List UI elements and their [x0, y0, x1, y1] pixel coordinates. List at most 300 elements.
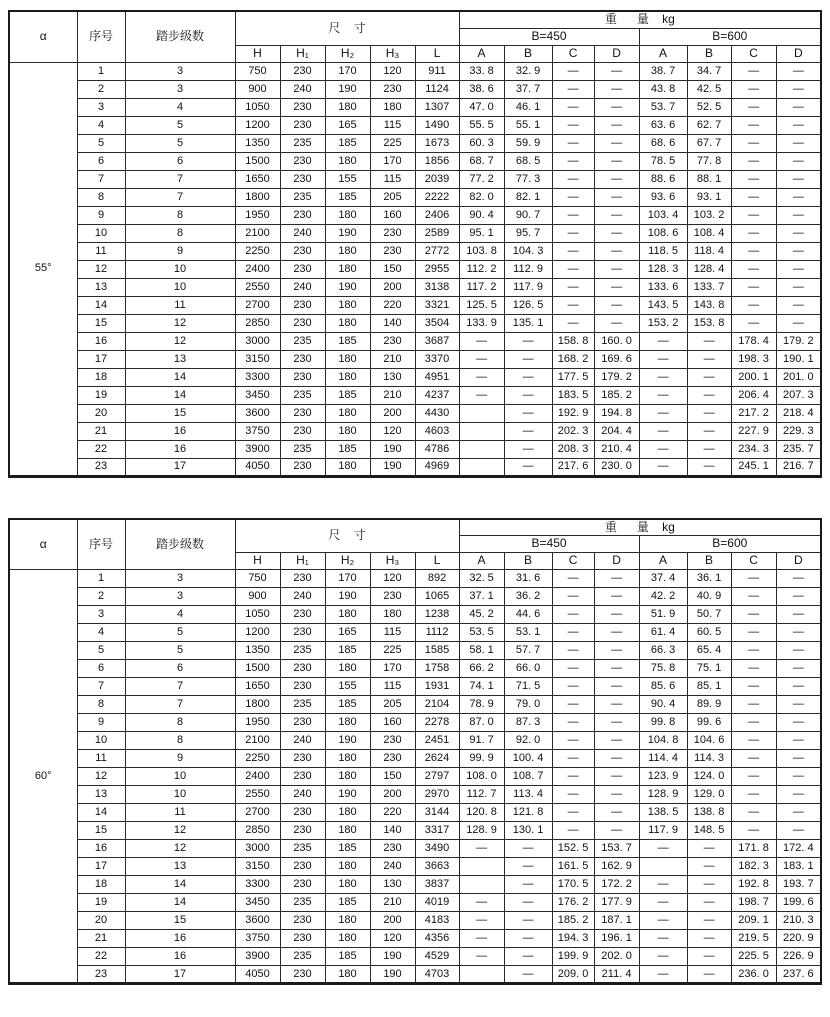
dimension-cell: 3687 [415, 332, 459, 350]
dimension-cell: 1931 [415, 678, 459, 696]
dimension-cell: 4951 [415, 368, 459, 386]
weight-cell: 182. 3 [731, 858, 776, 876]
steps-cell: 12 [125, 332, 235, 350]
weight-cell: 199. 9 [552, 948, 594, 966]
weight-cell: 47. 0 [459, 98, 504, 116]
weight-cell: — [731, 696, 776, 714]
serial-cell: 10 [77, 732, 125, 750]
weight-cell: — [552, 750, 594, 768]
weight-cell: 57. 7 [504, 642, 552, 660]
weight-cell: — [776, 170, 821, 188]
weight-cell: 66. 0 [504, 660, 552, 678]
dimension-cell: 2250 [235, 242, 280, 260]
dimension-cell: 2400 [235, 768, 280, 786]
weight-cell: 89. 9 [687, 696, 731, 714]
weight-cell: 193. 7 [776, 876, 821, 894]
weight-cell: — [776, 678, 821, 696]
weight-cell: 226. 9 [776, 948, 821, 966]
weight-cell: — [504, 930, 552, 948]
dimension-cell: 3450 [235, 894, 280, 912]
dimension-cell: 3600 [235, 404, 280, 422]
col-header-b450: B=450 [459, 536, 639, 553]
weight-cell: — [687, 840, 731, 858]
steps-cell: 12 [125, 840, 235, 858]
dimension-cell: 1200 [235, 624, 280, 642]
weight-cell: — [731, 660, 776, 678]
weight-cell: 128. 3 [639, 260, 687, 278]
serial-cell: 9 [77, 206, 125, 224]
dimension-cell: 180 [325, 822, 370, 840]
dimension-cell: 2451 [415, 732, 459, 750]
table-row [9, 206, 821, 224]
dimension-cell: 230 [280, 804, 325, 822]
weight-cell: 179. 2 [776, 332, 821, 350]
weight-cell: — [776, 260, 821, 278]
weight-cell: 204. 4 [594, 422, 639, 440]
col-header-l: L [415, 45, 459, 62]
dimension-cell: 1500 [235, 152, 280, 170]
dimension-cell: 240 [280, 278, 325, 296]
weight-cell: 90. 4 [459, 206, 504, 224]
dimension-cell: 180 [325, 152, 370, 170]
dimension-cell: 230 [280, 116, 325, 134]
weight-cell: 128. 9 [639, 786, 687, 804]
table-row [9, 678, 821, 696]
dimension-cell: 130 [370, 876, 415, 894]
serial-cell: 9 [77, 714, 125, 732]
weight-cell: — [639, 912, 687, 930]
weight-cell: 178. 4 [731, 332, 776, 350]
dimension-cell: 235 [280, 440, 325, 458]
weight-cell: — [552, 822, 594, 840]
dimension-cell: 190 [370, 948, 415, 966]
weight-cell: — [639, 404, 687, 422]
table-row [9, 642, 821, 660]
col-header-b600: B=600 [639, 28, 821, 45]
weight-cell: 108. 0 [459, 768, 504, 786]
weight-cell: 87. 0 [459, 714, 504, 732]
alpha-value: 55° [9, 62, 77, 476]
weight-cell: — [552, 260, 594, 278]
table-body [9, 62, 821, 476]
weight-cell: 103. 8 [459, 242, 504, 260]
weight-cell: 63. 6 [639, 116, 687, 134]
weight-cell: — [552, 696, 594, 714]
weight-cell: — [594, 624, 639, 642]
weight-cell: — [639, 440, 687, 458]
dimension-cell: 180 [325, 296, 370, 314]
weight-cell: — [776, 642, 821, 660]
weight-cell [459, 422, 504, 440]
dimension-cell: 1112 [415, 624, 459, 642]
dimension-cell: 4430 [415, 404, 459, 422]
dimension-cell: 180 [325, 422, 370, 440]
dimension-cell: 180 [325, 314, 370, 332]
weight-cell: 38. 6 [459, 80, 504, 98]
serial-cell: 1 [77, 62, 125, 80]
weight-cell: 68. 6 [639, 134, 687, 152]
dimension-cell: 1950 [235, 714, 280, 732]
weight-cell: — [776, 570, 821, 588]
col-header-b600-a: A [639, 45, 687, 62]
col-header-weight: 重 量 kg [459, 519, 821, 536]
weight-cell [459, 440, 504, 458]
dimension-cell: 230 [280, 822, 325, 840]
weight-cell: 148. 5 [687, 822, 731, 840]
dimension-cell: 200 [370, 786, 415, 804]
weight-cell: — [504, 458, 552, 476]
dimension-cell: 230 [280, 624, 325, 642]
weight-cell: — [552, 152, 594, 170]
weight-cell: 207. 3 [776, 386, 821, 404]
spec-table-60deg [8, 518, 822, 986]
weight-cell: — [504, 948, 552, 966]
dimension-cell: 180 [370, 606, 415, 624]
dimension-cell: 4356 [415, 930, 459, 948]
dimension-cell: 190 [325, 80, 370, 98]
dimension-cell: 115 [370, 678, 415, 696]
dimension-cell: 225 [370, 134, 415, 152]
weight-cell [459, 458, 504, 476]
weight-cell: — [731, 80, 776, 98]
dimension-cell: 160 [370, 206, 415, 224]
weight-cell: — [594, 570, 639, 588]
dimension-cell: 2400 [235, 260, 280, 278]
weight-cell: 108. 7 [504, 768, 552, 786]
table-header [9, 11, 821, 62]
steps-cell: 12 [125, 822, 235, 840]
weight-cell: 78. 9 [459, 696, 504, 714]
weight-cell: — [731, 170, 776, 188]
dimension-cell: 240 [280, 786, 325, 804]
weight-cell: — [552, 296, 594, 314]
weight-cell: 100. 4 [504, 750, 552, 768]
steps-cell: 14 [125, 876, 235, 894]
dimension-cell: 2222 [415, 188, 459, 206]
weight-cell: — [594, 678, 639, 696]
weight-cell: — [594, 296, 639, 314]
serial-cell: 5 [77, 134, 125, 152]
dimension-cell: 230 [280, 678, 325, 696]
dimension-cell: 220 [370, 296, 415, 314]
weight-cell: 93. 6 [639, 188, 687, 206]
dimension-cell: 180 [325, 768, 370, 786]
weight-cell: 53. 7 [639, 98, 687, 116]
dimension-cell: 230 [280, 750, 325, 768]
steps-cell: 13 [125, 350, 235, 368]
weight-cell: 172. 2 [594, 876, 639, 894]
weight-cell: — [594, 732, 639, 750]
weight-cell: 93. 1 [687, 188, 731, 206]
col-header-alpha: α [9, 519, 77, 570]
weight-cell: — [552, 62, 594, 80]
weight-cell: — [776, 296, 821, 314]
weight-cell: — [504, 858, 552, 876]
weight-cell: 104. 8 [639, 732, 687, 750]
weight-cell: 117. 9 [639, 822, 687, 840]
weight-cell: — [552, 314, 594, 332]
weight-cell: 160. 0 [594, 332, 639, 350]
col-header-alpha: α [9, 11, 77, 62]
weight-cell: — [776, 786, 821, 804]
weight-cell: 138. 5 [639, 804, 687, 822]
weight-cell: — [776, 750, 821, 768]
table-row [9, 840, 821, 858]
weight-cell: 77. 2 [459, 170, 504, 188]
serial-cell: 23 [77, 458, 125, 476]
dimension-cell: 1065 [415, 588, 459, 606]
weight-cell: — [687, 876, 731, 894]
dimension-cell: 1800 [235, 696, 280, 714]
weight-cell: — [776, 588, 821, 606]
dimension-cell: 190 [370, 458, 415, 476]
weight-cell: — [594, 116, 639, 134]
dimension-cell: 240 [280, 224, 325, 242]
table-row [9, 894, 821, 912]
serial-cell: 13 [77, 786, 125, 804]
serial-cell: 6 [77, 152, 125, 170]
weight-cell: 104. 6 [687, 732, 731, 750]
weight-cell: — [731, 134, 776, 152]
steps-cell: 3 [125, 62, 235, 80]
weight-cell: 194. 3 [552, 930, 594, 948]
steps-cell: 5 [125, 624, 235, 642]
dimension-cell: 230 [280, 314, 325, 332]
weight-cell: 153. 8 [687, 314, 731, 332]
weight-cell: — [731, 152, 776, 170]
steps-cell: 9 [125, 750, 235, 768]
weight-cell: 120. 8 [459, 804, 504, 822]
col-header-b450-c: C [552, 45, 594, 62]
table-row [9, 332, 821, 350]
serial-cell: 2 [77, 80, 125, 98]
weight-cell: — [552, 804, 594, 822]
weight-cell: 236. 0 [731, 966, 776, 984]
col-header-h3: H₃ [370, 45, 415, 62]
weight-cell: — [731, 278, 776, 296]
table-row [9, 822, 821, 840]
dimension-cell: 180 [325, 368, 370, 386]
weight-cell: 99. 8 [639, 714, 687, 732]
weight-cell: 194. 8 [594, 404, 639, 422]
serial-cell: 14 [77, 296, 125, 314]
col-header-steps: 踏步级数 [125, 519, 235, 570]
weight-cell: — [504, 966, 552, 984]
dimension-cell: 230 [280, 206, 325, 224]
weight-cell: — [776, 224, 821, 242]
weight-cell: 85. 6 [639, 678, 687, 696]
serial-cell: 7 [77, 170, 125, 188]
dimension-cell: 230 [280, 930, 325, 948]
weight-cell: 217. 6 [552, 458, 594, 476]
weight-cell: 192. 9 [552, 404, 594, 422]
dimension-cell: 2624 [415, 750, 459, 768]
weight-cell: — [552, 278, 594, 296]
serial-cell: 23 [77, 966, 125, 984]
dimension-cell: 230 [280, 570, 325, 588]
dimension-cell: 230 [280, 858, 325, 876]
weight-cell: — [687, 422, 731, 440]
weight-cell: — [594, 170, 639, 188]
weight-cell: 99. 6 [687, 714, 731, 732]
weight-cell: 32. 5 [459, 570, 504, 588]
weight-cell: 37. 1 [459, 588, 504, 606]
serial-cell: 13 [77, 278, 125, 296]
dimension-cell: 185 [325, 440, 370, 458]
weight-cell: — [731, 606, 776, 624]
weight-cell: 108. 6 [639, 224, 687, 242]
weight-cell: — [552, 170, 594, 188]
dimension-cell: 3450 [235, 386, 280, 404]
weight-cell: — [552, 606, 594, 624]
weight-cell: 130. 1 [504, 822, 552, 840]
weight-cell: — [776, 768, 821, 786]
dimension-cell: 1350 [235, 642, 280, 660]
table-row [9, 732, 821, 750]
dimension-cell: 130 [370, 368, 415, 386]
dimension-cell: 165 [325, 624, 370, 642]
weight-cell: 117. 2 [459, 278, 504, 296]
dimension-cell: 1500 [235, 660, 280, 678]
weight-cell: 201. 0 [776, 368, 821, 386]
weight-cell: — [594, 804, 639, 822]
weight-cell: — [459, 350, 504, 368]
weight-cell: 209. 1 [731, 912, 776, 930]
table-row [9, 606, 821, 624]
steps-cell: 16 [125, 948, 235, 966]
serial-cell: 5 [77, 642, 125, 660]
weight-cell: — [552, 642, 594, 660]
table-row [9, 714, 821, 732]
weight-cell: 52. 5 [687, 98, 731, 116]
dimension-cell: 185 [325, 894, 370, 912]
dimension-cell: 4786 [415, 440, 459, 458]
weight-cell: — [639, 876, 687, 894]
col-header-b600-b: B [687, 553, 731, 570]
weight-cell: — [731, 98, 776, 116]
table-row [9, 134, 821, 152]
weight-cell: — [552, 116, 594, 134]
weight-cell: 38. 7 [639, 62, 687, 80]
weight-cell: 229. 3 [776, 422, 821, 440]
weight-cell [639, 858, 687, 876]
weight-cell: 192. 8 [731, 876, 776, 894]
dimension-cell: 200 [370, 404, 415, 422]
weight-cell: 36. 2 [504, 588, 552, 606]
steps-cell: 14 [125, 894, 235, 912]
table-row [9, 404, 821, 422]
weight-cell: — [594, 642, 639, 660]
dimension-cell: 2772 [415, 242, 459, 260]
weight-cell: 235. 7 [776, 440, 821, 458]
dimension-cell: 230 [280, 422, 325, 440]
dimension-cell: 190 [325, 278, 370, 296]
serial-cell: 20 [77, 404, 125, 422]
weight-cell: — [776, 660, 821, 678]
serial-cell: 22 [77, 440, 125, 458]
dimension-cell: 230 [280, 458, 325, 476]
weight-cell: 51. 9 [639, 606, 687, 624]
weight-cell: — [459, 386, 504, 404]
weight-cell: — [504, 894, 552, 912]
weight-cell: 103. 4 [639, 206, 687, 224]
weight-cell: — [552, 588, 594, 606]
weight-cell: — [594, 314, 639, 332]
steps-cell: 15 [125, 912, 235, 930]
dimension-cell: 190 [325, 786, 370, 804]
dimension-cell: 1124 [415, 80, 459, 98]
weight-cell: — [594, 660, 639, 678]
steps-cell: 10 [125, 768, 235, 786]
weight-cell: — [552, 624, 594, 642]
weight-cell: 114. 3 [687, 750, 731, 768]
col-header-dimensions: 尺 寸 [235, 519, 459, 553]
weight-cell: — [687, 858, 731, 876]
dimension-cell: 180 [325, 876, 370, 894]
weight-cell: 211. 4 [594, 966, 639, 984]
table-row [9, 278, 821, 296]
dimension-cell: 900 [235, 80, 280, 98]
weight-cell: — [594, 80, 639, 98]
weight-cell: — [731, 116, 776, 134]
steps-cell: 12 [125, 314, 235, 332]
dimension-cell: 190 [325, 732, 370, 750]
dimension-cell: 230 [280, 242, 325, 260]
weight-cell: — [639, 350, 687, 368]
weight-cell: — [594, 606, 639, 624]
weight-cell: — [639, 458, 687, 476]
weight-cell: 179. 2 [594, 368, 639, 386]
weight-cell: — [776, 206, 821, 224]
weight-cell: — [639, 966, 687, 984]
dimension-cell: 170 [325, 62, 370, 80]
weight-cell: — [459, 332, 504, 350]
weight-cell: 133. 6 [639, 278, 687, 296]
dimension-cell: 180 [325, 458, 370, 476]
table-row [9, 224, 821, 242]
col-header-b600-d: D [776, 45, 821, 62]
steps-cell: 7 [125, 170, 235, 188]
col-header-b600-d: D [776, 553, 821, 570]
dimension-cell: 230 [280, 296, 325, 314]
weight-cell: — [552, 242, 594, 260]
weight-cell [459, 858, 504, 876]
table-row [9, 858, 821, 876]
dimension-cell: 1673 [415, 134, 459, 152]
weight-cell: — [776, 278, 821, 296]
serial-cell: 2 [77, 588, 125, 606]
dimension-cell: 2797 [415, 768, 459, 786]
weight-cell: 153. 7 [594, 840, 639, 858]
weight-cell: 88. 6 [639, 170, 687, 188]
dimension-cell: 230 [280, 152, 325, 170]
weight-cell: 88. 1 [687, 170, 731, 188]
table-row [9, 80, 821, 98]
table-row [9, 386, 821, 404]
dimension-cell: 2100 [235, 732, 280, 750]
dimension-cell: 230 [280, 170, 325, 188]
col-header-b450-d: D [594, 553, 639, 570]
weight-cell: 95. 1 [459, 224, 504, 242]
weight-cell: 183. 5 [552, 386, 594, 404]
dimension-cell: 4237 [415, 386, 459, 404]
weight-cell: — [504, 368, 552, 386]
dimension-cell: 3837 [415, 876, 459, 894]
dimension-cell: 3144 [415, 804, 459, 822]
dimension-cell: 120 [370, 930, 415, 948]
dimension-cell: 185 [325, 188, 370, 206]
weight-cell: — [594, 152, 639, 170]
